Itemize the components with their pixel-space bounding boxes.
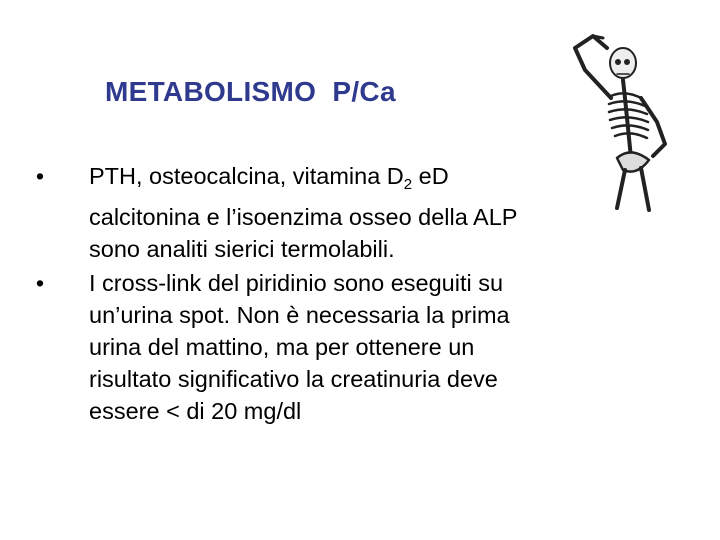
bullet-text: eD: [412, 163, 449, 189]
bullet-marker: •: [35, 270, 45, 296]
bullet-text: PTH, osteocalcina, vitamina D: [89, 163, 404, 189]
bullet-line: [89, 160, 670, 201]
bullet-line: risultato significativo la creatinuria deve: [89, 366, 498, 392]
bullet-item: [30, 160, 670, 265]
bullet-line: urina del mattino, ma per ottenere un: [89, 334, 475, 360]
bullet-line: sono analiti sierici termolabili.: [89, 236, 395, 262]
bullet-marker: •: [35, 163, 45, 189]
bullet-line: I cross-link del piridinio sono eseguiti su: [89, 270, 504, 296]
bullet-line: calcitonina e l’isoenzima osseo della ALP: [89, 204, 518, 230]
bullet-line: essere < di 20 mg/dl: [89, 398, 302, 424]
slide-title: METABOLISMO P/Ca: [105, 76, 396, 107]
bullet-line: un’urina spot. Non è necessaria la prima: [89, 302, 510, 328]
bullet-list: [30, 160, 670, 429]
bullet-item: [30, 267, 670, 427]
subscript: 2: [403, 176, 413, 193]
